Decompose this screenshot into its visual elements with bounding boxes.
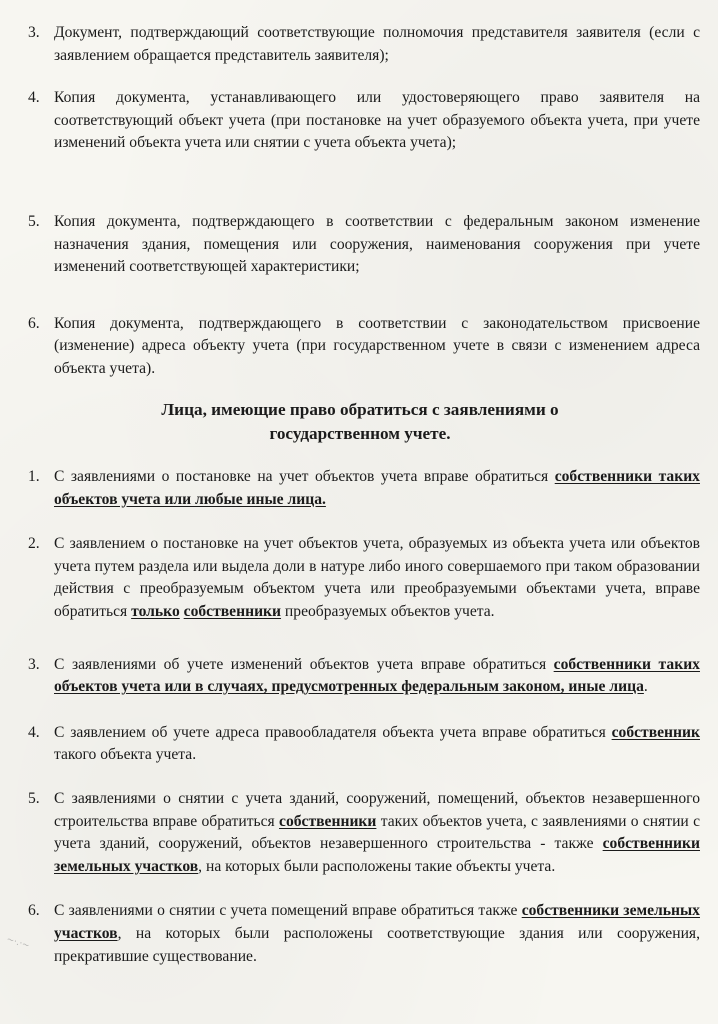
item-text: , на которых были расположены соответствующие здания или сооружения, прекратившие существование. bbox=[54, 924, 700, 965]
item-number: 6. bbox=[28, 902, 40, 920]
emphasis: только bbox=[131, 602, 180, 620]
item-number: 4. bbox=[28, 89, 40, 107]
item-number: 2. bbox=[28, 535, 40, 553]
item-number: 5. bbox=[28, 212, 40, 230]
item-text: . bbox=[643, 678, 648, 696]
item-text: Документ, подтверждающий соответствующие полномочия представителя заявителя (если с заявлением обращается представитель заявителя); bbox=[54, 24, 700, 64]
emphasis: собственники bbox=[279, 812, 377, 830]
item-text: , на которых были расположены такие объекты учета. bbox=[198, 857, 556, 875]
section-heading bbox=[60, 398, 660, 446]
scan-mark: ~·.·~ bbox=[5, 934, 31, 952]
item-text: С заявлением о постановке на учет объектов учета, образуемых из объекта учета или объектов учета путем раздела или выдела доли в натуре либо иного совершаемого при таком образовании действия с преобразуемым объектом учета или преобразуемыми объектами учета, вправе обратиться bbox=[54, 535, 700, 620]
emphasis: собственники земельных участков bbox=[54, 902, 700, 942]
emphasis: собственники bbox=[183, 602, 282, 620]
emphasis: собственники таких объектов учета или любые иные лица. bbox=[54, 468, 700, 508]
heading-line-1: Лица, имеющие право обратиться с заявлениями о bbox=[161, 400, 559, 419]
item-number: 6. bbox=[28, 314, 40, 332]
list-item bbox=[28, 788, 700, 878]
item-text: С заявлениями о снятии с учета зданий, сооружений, помещений, объектов незавершенного строительства вправе обратиться bbox=[54, 789, 700, 830]
list-item bbox=[28, 533, 700, 623]
list-item bbox=[28, 900, 700, 968]
list-item bbox=[28, 654, 700, 699]
heading-line-2: государственном учете. bbox=[269, 424, 451, 443]
list-item bbox=[28, 211, 700, 279]
list-item bbox=[28, 722, 700, 767]
list-item bbox=[28, 22, 700, 67]
item-text: С заявлениями об учете изменений объектов учета вправе обратиться bbox=[54, 655, 554, 673]
item-text: С заявлением об учете адреса правообладателя объекта учета вправе обратиться bbox=[54, 723, 612, 741]
item-text: Копия документа, подтверждающего в соответствии с законодательством присвоение (изменение) адреса объекту учета (при государственном учете в связи с изменением адреса объекта учета). bbox=[54, 314, 700, 377]
emphasis: собственник bbox=[611, 723, 700, 741]
list-item bbox=[28, 466, 700, 511]
documents-list bbox=[28, 22, 700, 381]
item-text: С заявлениями о снятии с учета помещений вправе обратиться также bbox=[54, 902, 522, 920]
list-item bbox=[28, 313, 700, 381]
item-text: преобразуемых объектов учета. bbox=[281, 602, 495, 620]
item-text: С заявлениями о постановке на учет объектов учета вправе обратиться bbox=[54, 468, 555, 485]
item-text: такого объекта учета. bbox=[54, 746, 197, 764]
item-number: 4. bbox=[28, 723, 40, 741]
list-item bbox=[28, 87, 700, 155]
item-number: 1. bbox=[28, 468, 40, 485]
item-text: Копия документа, подтверждающего в соответствии с федеральным законом изменение назначения здания, помещения или сооружения, наименования сооружения при учете изменений соответствующей характеристики; bbox=[54, 212, 700, 276]
item-text: Копия документа, устанавливающего или удостоверяющего право заявителя на соответствующий объект учета (при постановке на учет образуемого объекта учета, при учете изменений объекта учета или снятии с учета объекта учета); bbox=[54, 89, 700, 152]
item-number: 3. bbox=[28, 24, 40, 41]
emphasis: собственники таких объектов учета или в случаях, предусмотренных федеральным законом, иные лица bbox=[54, 655, 700, 696]
item-number: 5. bbox=[28, 789, 40, 807]
item-text: таких объектов учета, с заявлениями о снятии с учета зданий, сооружений, объектов незавершенного строительства - также bbox=[54, 812, 700, 853]
emphasis: собственники земельных участков bbox=[54, 835, 700, 875]
item-number: 3. bbox=[28, 655, 40, 673]
persons-list bbox=[28, 466, 700, 968]
